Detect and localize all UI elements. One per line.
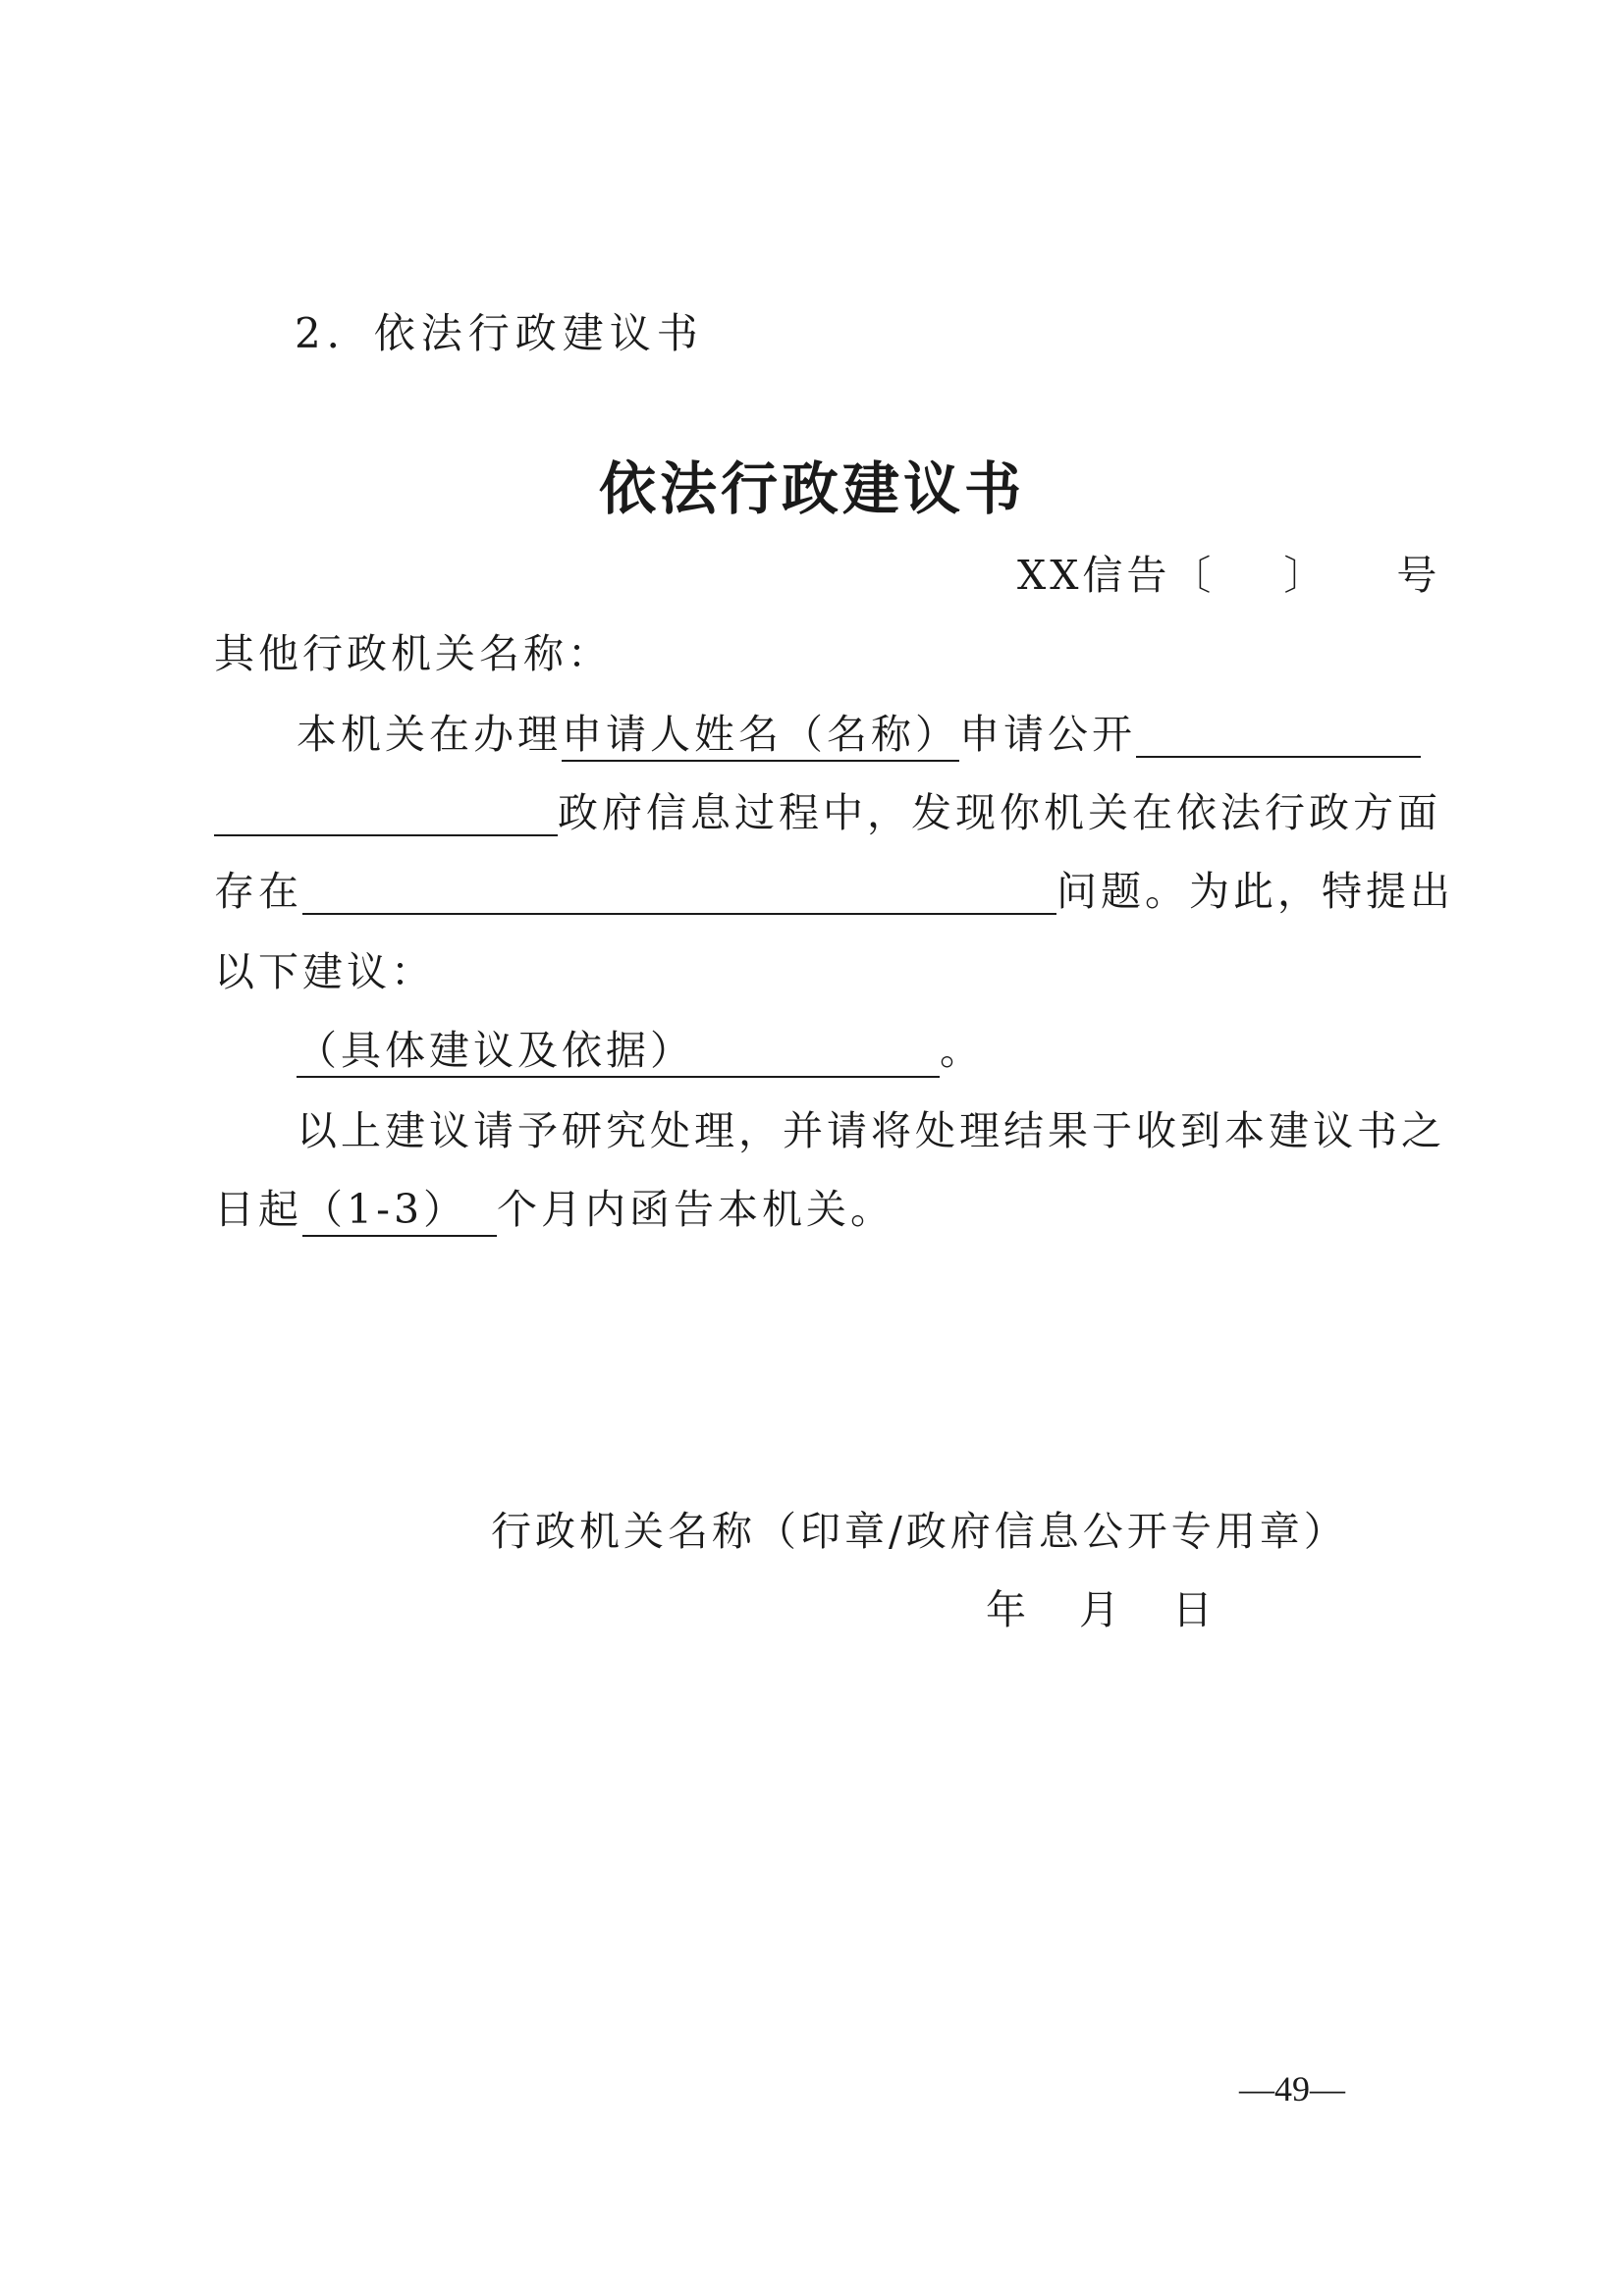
date-day: 日 bbox=[1172, 1586, 1217, 1633]
apply-text: 申请公开 bbox=[959, 711, 1136, 758]
paragraph2-lead: 日起 bbox=[214, 1186, 302, 1233]
paragraph1-lead: 本机关在办理 bbox=[297, 711, 562, 758]
problem-text: 问题。为此，特提出 bbox=[1056, 868, 1454, 915]
doc-number-close: 〕 bbox=[1283, 552, 1328, 599]
paragraph1-line2 bbox=[214, 783, 1441, 842]
suggestion-end: 。 bbox=[940, 1027, 984, 1074]
paragraph1-line1 bbox=[297, 705, 1421, 764]
paragraph1-line3 bbox=[214, 862, 1454, 921]
document-title: 依法行政建议书 bbox=[598, 455, 1025, 522]
exists-text: 存在 bbox=[214, 868, 302, 915]
problem-blank[interactable] bbox=[302, 864, 1056, 915]
info-blank-1[interactable] bbox=[1136, 707, 1421, 758]
doc-number-suffix: 号 bbox=[1396, 552, 1441, 599]
suggestion-line bbox=[297, 1021, 984, 1080]
section-heading: 2．依法行政建议书 bbox=[295, 309, 704, 357]
paragraph2-line2 bbox=[214, 1180, 894, 1239]
paragraph2-tail: 个月内函告本机关。 bbox=[497, 1186, 895, 1233]
months-field[interactable]: （1-3） bbox=[302, 1184, 497, 1237]
addressee: 其他行政机关名称： bbox=[214, 630, 612, 677]
signature-line: 行政机关名称（印章/政府信息公开专用章） bbox=[491, 1508, 1348, 1555]
suggestion-field[interactable]: （具体建议及依据） bbox=[297, 1025, 940, 1078]
paragraph1-mid-text: 政府信息过程中，发现你机关在依法行政方面 bbox=[558, 789, 1441, 836]
document-number bbox=[1017, 546, 1440, 605]
date-year: 年 bbox=[986, 1586, 1030, 1633]
doc-number-prefix: XX信告〔 bbox=[1017, 552, 1216, 599]
paragraph1-line4: 以下建议： bbox=[214, 948, 435, 995]
page-number: —49— bbox=[1239, 2069, 1345, 2109]
paragraph2-line1: 以上建议请予研究处理，并请将处理结果于收到本建议书之 bbox=[297, 1107, 1445, 1154]
date-month: 月 bbox=[1079, 1586, 1123, 1633]
info-blank-2[interactable] bbox=[214, 785, 558, 836]
date-line bbox=[986, 1580, 1217, 1639]
applicant-name-field[interactable]: 申请人姓名（名称） bbox=[562, 709, 959, 762]
